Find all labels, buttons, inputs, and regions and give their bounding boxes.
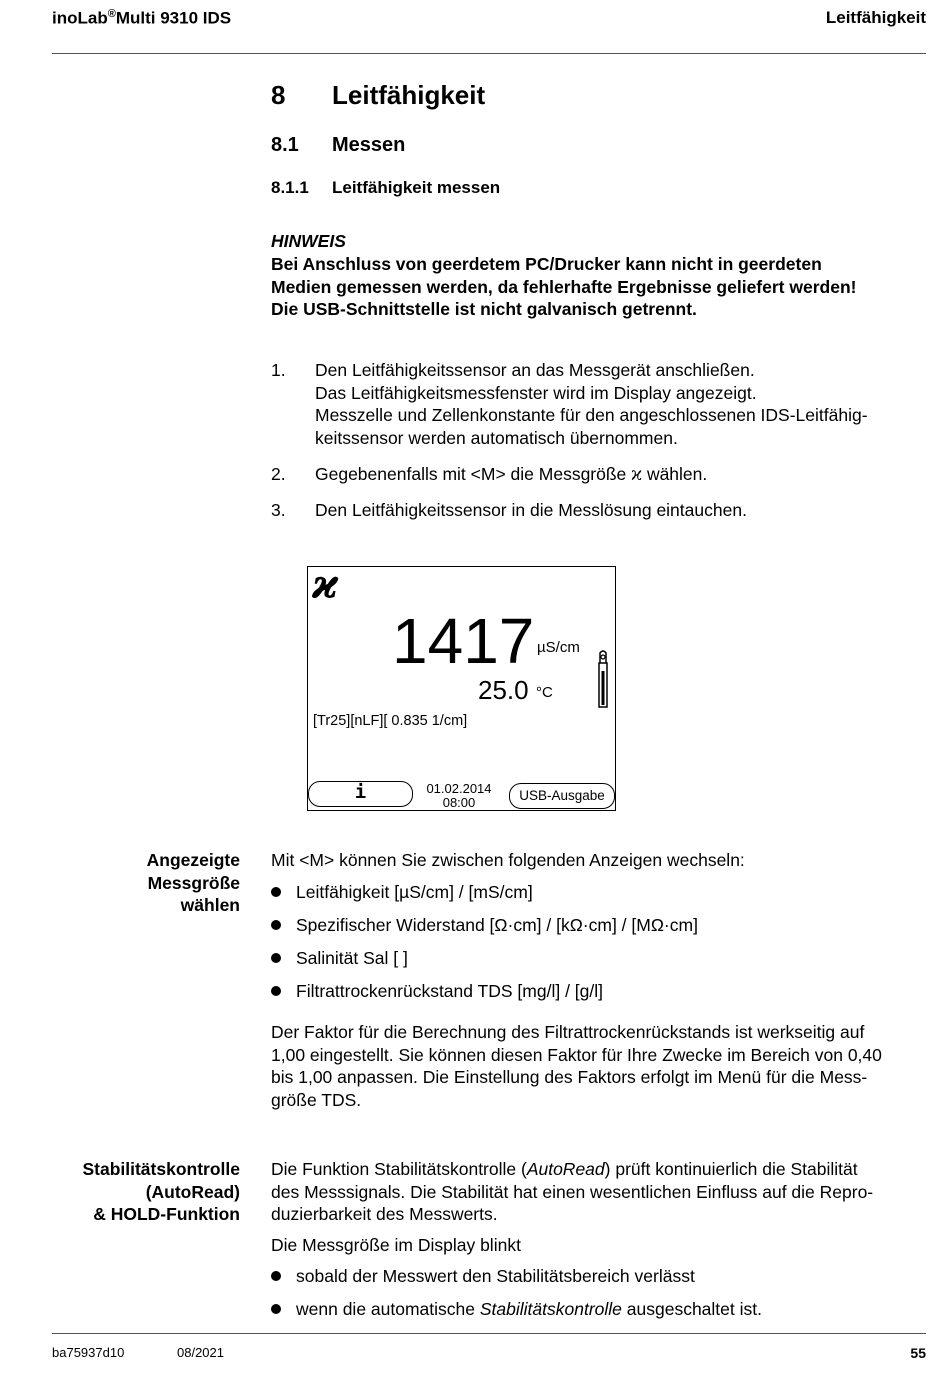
footer-rule [52, 1333, 926, 1334]
info-icon: i [354, 781, 367, 803]
section-number: 8.1 [271, 134, 299, 156]
subsection-title: Leitfähigkeit messen [332, 178, 501, 197]
footer-doc-id: ba75937d10 [52, 1345, 125, 1360]
measured-unit: µS/cm [537, 639, 580, 656]
usb-output-label: USB-Ausgabe [519, 788, 605, 803]
section-title: Messen [332, 134, 406, 156]
footer-date: 08/2021 [177, 1345, 224, 1360]
step-number: 3. [271, 500, 286, 520]
conductivity-symbol: ϰ [312, 561, 339, 608]
step-text: Den Leitfähigkeitssensor an das Messgerät anschließen. Das Leitfähigkeitsmessfenster wird im Display angezeigt. Messzelle und Zellenkonstante für den angeschlossenen IDS-Leitfähig- keitssensor werden automatisch übernommen. [315, 360, 868, 448]
blink-paragraph: Die Messgröße im Display blinkt [271, 1235, 521, 1255]
step-text: Den Leitfähigkeitssensor in die Messlösung eintauchen. [315, 500, 747, 520]
step-text: Gegebenenfalls mit <M> die Messgröße ϰ wählen. [315, 464, 708, 485]
device-display [307, 561, 616, 811]
side-heading: Angezeigte Messgröße wählen [146, 850, 240, 915]
info-button[interactable] [308, 781, 413, 807]
step-number: 2. [271, 464, 286, 484]
usb-output-button[interactable] [509, 783, 615, 809]
header-section: Leitfähigkeit [825, 8, 926, 27]
temperature-value: 25.0 [478, 675, 529, 705]
subsection-number: 8.1.1 [271, 178, 309, 197]
measured-value: 1417 [392, 605, 535, 677]
side-heading: Stabilitätskontrolle (AutoRead) & HOLD-Funktion [82, 1159, 240, 1224]
chapter-number: 8 [271, 80, 286, 110]
notice-label: HINWEIS [271, 231, 346, 251]
temperature-unit: °C [536, 684, 553, 701]
chapter-title: Leitfähigkeit [332, 80, 486, 110]
date-time: 01.02.2014 08:00 [426, 781, 492, 810]
tds-paragraph: Der Faktor für die Berechnung des Filtrattrockenrückstands ist werkseitig auf 1,00 eingestellt. Sie können diesen Faktor für Ihre Zwecke im Bereich von 0,40 bis 1,00 anpassen. Die Einstellung des Faktors erfolgt im Menü für die Mess- größe TDS. [271, 1022, 882, 1110]
page-number: 55 [910, 1345, 926, 1361]
step-number: 1. [271, 360, 286, 380]
header-title: inoLab®Multi 9310 IDS [52, 8, 232, 28]
sensor-info: [Tr25][nLF][ 0.835 1/cm] [313, 713, 468, 729]
sensor-icon [596, 649, 610, 709]
notice-text: Bei Anschluss von geerdetem PC/Drucker kann nicht in geerdeten Medien gemessen werden, da fehlerhafte Ergebnisse geliefert werden! Die USB-Schnittstelle ist nicht galvanisch getrennt. [271, 254, 857, 319]
autoread-paragraph: Die Funktion Stabilitätskontrolle (AutoRead) prüft kontinuierlich die Stabilität des Messsignals. Die Stabilität hat einen wesentlichen Einfluss auf die Repro- duzierbarkeit des Messwerts. [271, 1159, 874, 1224]
header-rule [52, 53, 926, 54]
section-intro: Mit <M> können Sie zwischen folgenden Anzeigen wechseln: [271, 850, 745, 870]
